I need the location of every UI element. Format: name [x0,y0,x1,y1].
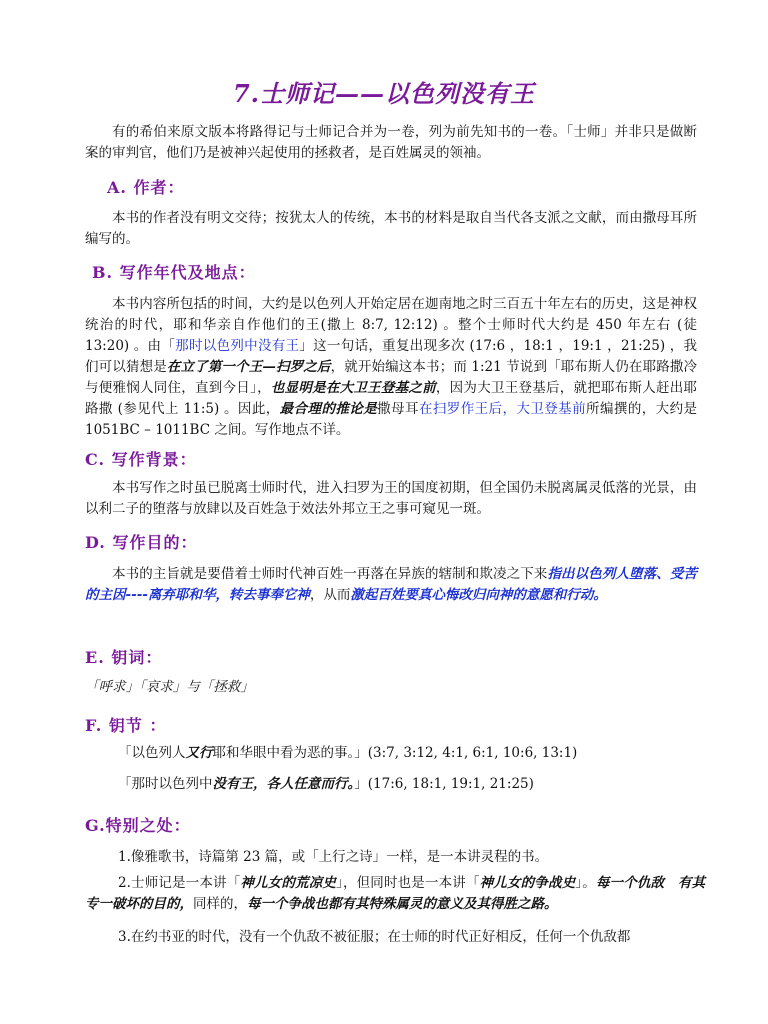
heading-special-features: G.特别之处： [85,816,191,835]
date-place-paragraph: 本书内容所包括的时间，大约是以色列人开始定居在迦南地之时三百五十年左右的历史，这是神权统治的时代，耶和华亲自作他们的王(撒上 8:7, 12:12) 。整个士师时代大约是 450 年左右 (徒 13:20) 。由「那时以色列中没有王」这一句话，重复出现多次 (17:6 ，18:1 ，19:1 ，21:25) ，我们可以猜想是在立了第一个王—扫罗之后，就开始编这本书；而 1:21 节说到「耶布斯人仍在耶路撒冷与便雅悯人同住，直到今日」，也显明是在大卫王登基之前，因为大卫王登基后，就把耶布斯人赶出耶路撒 (参见代上 11:5) 。因此，最合理的推论是撒母耳在扫罗作王后，大卫登基前所编撰的，大约是 1051BC – 1011BC 之间。写作地点不详。 [85,296,698,438]
heading-purpose: D. 写作目的： [85,533,198,552]
emphasis-first-king: 在立了第一个王—扫罗之后 [166,359,331,375]
highlight-main-cause: 指出以色列人堕落、受苦的主因----离弃耶和华，转去事奉它神 [85,566,698,603]
feature-item-3: 3.在约书亚的时代，没有一个仇敌不被征服；在士师的时代正好相反，任何一个仇敌都 [118,929,631,945]
feature-item-1: 1.像雅歌书，诗篇第 23 篇，或「上行之诗」一样，是一本讲灵程的书。 [118,849,549,865]
emphasis-inference: 最合理的推论是 [279,401,378,417]
key-verse-2: 「那时以色列中没有王，各人任意而行。」(17:6, 18:1, 19:1, 21:25) [118,776,534,792]
highlight-no-king: 那时以色列中没有王 [175,338,300,354]
heading-background: C. 写作背景： [85,450,197,469]
intro-paragraph: 有的希伯来原文版本将路得记与士师记合并为一卷，列为前先知书的一卷。「士师」并非只是做断案的审判官，他们乃是被神兴起使用的拯救者，是百姓属灵的领袖。 [85,124,697,161]
heading-keywords: E. 钥词： [85,648,163,667]
emphasis-before-david: 也显明是在大卫王登基之前 [270,380,436,396]
background-paragraph: 本书写作之时虽已脱离士师时代，进入扫罗为王的国度初期，但全国仍未脱离属灵低落的光景，由以利二子的堕落与放肆以及百姓急于效法外邦立王之事可窥见一斑。 [85,480,697,517]
page-title: 7.士师记——以色列没有王 [232,79,536,108]
keywords-text: 「呼求」「哀求」与「拯救」 [85,679,254,695]
highlight-repentance: 激起百姓要真心悔改归向神的意愿和行动。 [350,587,607,603]
author-paragraph: 本书的作者没有明文交待；按犹太人的传统，本书的材料是取自当代各支派之文献，而由撒母耳所编写的。 [85,210,697,247]
highlight-saul-david: 在扫罗作王后，大卫登基前 [418,401,587,417]
heading-author: A. 作者： [107,178,185,197]
heading-key-verses: F. 钥节 ： [85,716,167,735]
heading-date-place: B. 写作年代及地点： [92,263,256,282]
key-verse-1: 「以色列人又行耶和华眼中看为恶的事。」(3:7, 3:12, 4:1, 6:1, 10:6, 13:1) [118,745,578,761]
purpose-paragraph: 本书的主旨就是要借着士师时代神百姓一再落在异族的辖制和欺凌之下来指出以色列人堕落、受苦的主因----离弃耶和华，转去事奉它神，从而激起百姓要真心悔改归向神的意愿和行动。 [85,566,698,603]
feature-item-2: 2.士师记是一本讲「神儿女的荒凉史」，但同时也是一本讲「神儿女的争战史」。每一个仇敌 有其专一破坏的目的，同样的，每一个争战也都有其特殊属灵的意义及其得胜之路。 [85,875,706,912]
